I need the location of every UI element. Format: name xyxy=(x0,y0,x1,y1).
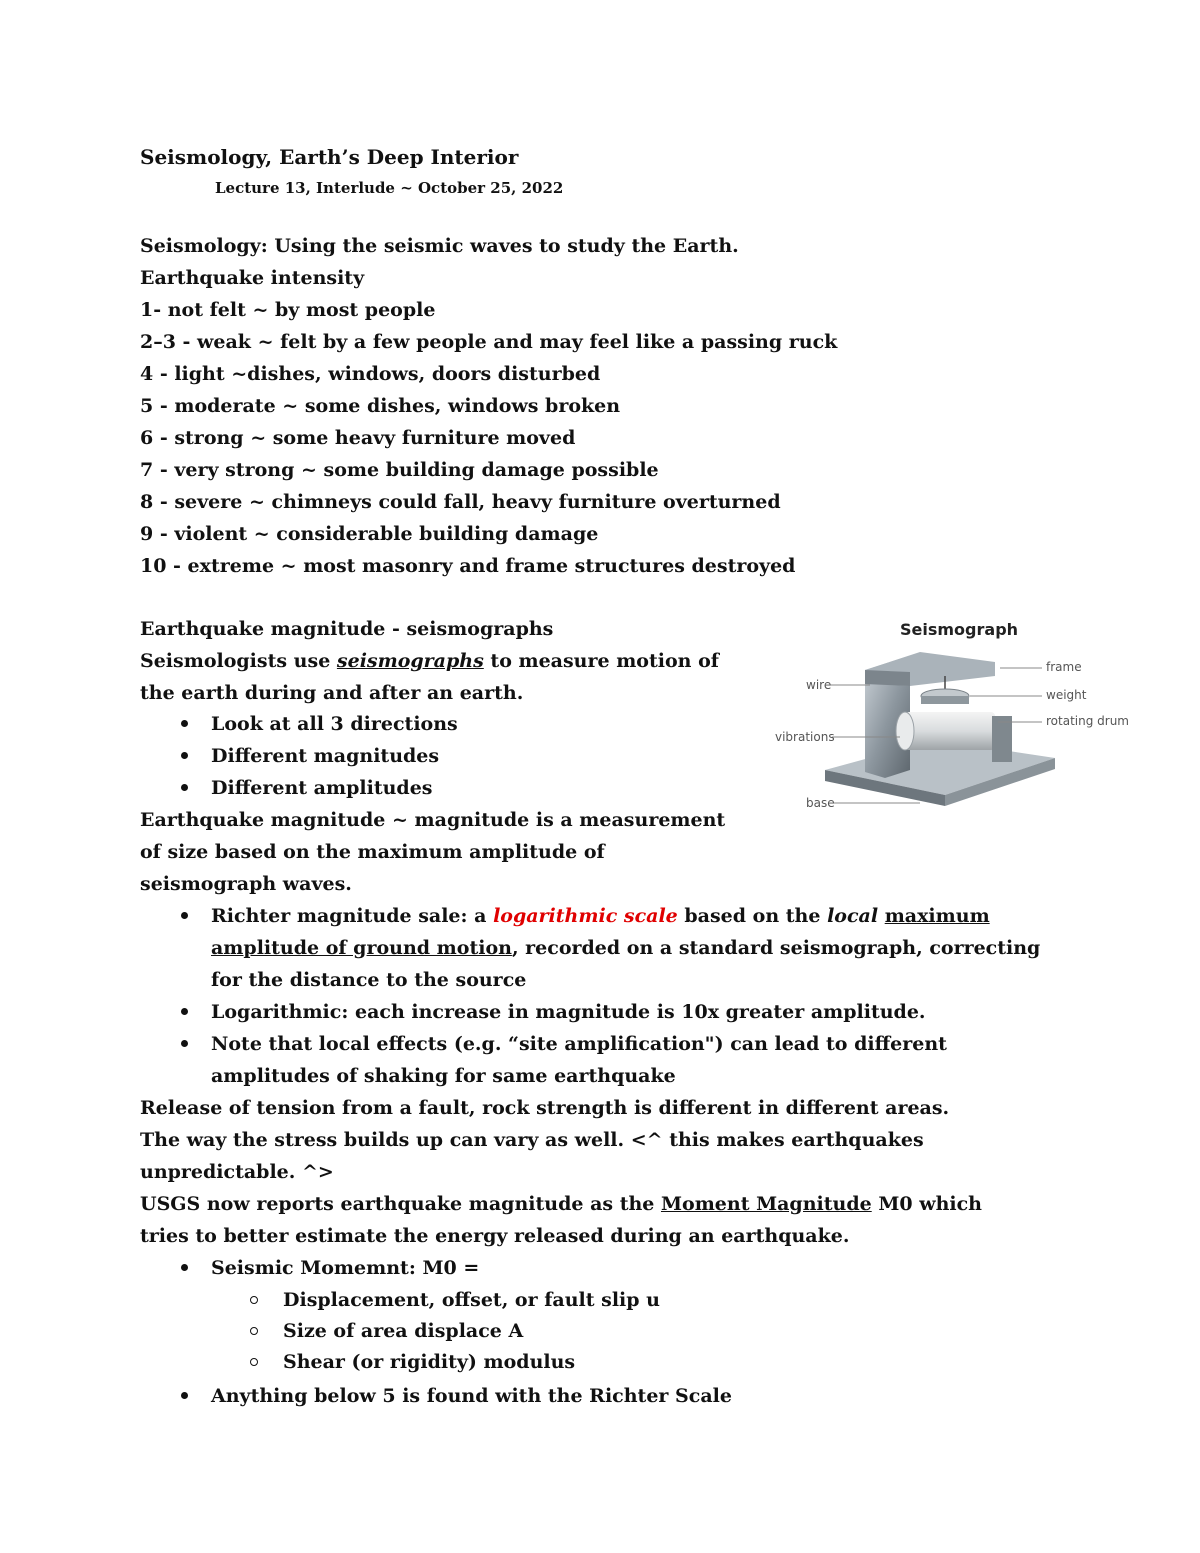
sub-bullet-circle xyxy=(250,1327,258,1335)
seismology-definition: Seismology: Using the seismic waves to study the Earth. xyxy=(140,235,739,257)
bullet-item: Look at all 3 directions xyxy=(211,713,458,735)
document-subtitle: Lecture 13, Interlude ~ October 25, 2022 xyxy=(215,179,564,197)
frame-arm-edge xyxy=(865,670,910,686)
intensity-item: 2–3 - weak ~ felt by a few people and may feel like a passing ruck xyxy=(140,331,838,353)
seismographs-term: seismographs xyxy=(336,650,484,672)
m0-term: M0 xyxy=(871,1193,913,1215)
text-segment: Seismologists use xyxy=(140,650,337,672)
bullet-dot xyxy=(181,1040,188,1047)
text-segment: , recorded on a standard seismograph, correcting xyxy=(511,937,1041,959)
release-text-line2: The way the stress builds up can vary as well. <^ this makes earthquakes xyxy=(140,1129,924,1151)
sub-bullet-item: Shear (or rigidity) modulus xyxy=(283,1351,576,1373)
text-segment: Earthquake magnitude ~ xyxy=(140,809,415,831)
intensity-item: 10 - extreme ~ most masonry and frame structures destroyed xyxy=(140,555,796,577)
text-segment: which xyxy=(912,1193,982,1215)
seismograph-paragraph xyxy=(140,645,719,677)
intensity-item: 4 - light ~dishes, windows, doors disturbed xyxy=(140,363,601,385)
drum-support xyxy=(992,716,1012,762)
ground-motion-term: amplitude of ground motion xyxy=(211,937,512,959)
release-text-line3: unpredictable. ^> xyxy=(140,1161,334,1183)
seismograph-paragraph-line2: the earth during and after an earth. xyxy=(140,682,524,704)
text-segment: now reports earthquake magnitude as the xyxy=(200,1193,661,1215)
vibrations-label: vibrations xyxy=(775,730,835,744)
magnitude-definition-line3: seismograph waves. xyxy=(140,873,352,895)
magnitude-definition-line2: of size based on the maximum amplitude of xyxy=(140,841,605,863)
text-segment: is a measurement xyxy=(529,809,726,831)
sub-bullet-circle xyxy=(250,1296,258,1304)
note-bullet-line2: amplitudes of shaking for same earthquake xyxy=(211,1065,676,1087)
release-text: Release of tension from a fault, rock strength is different in different areas. xyxy=(140,1097,950,1119)
moment-bullet: Seismic Momemnt: M0 = xyxy=(211,1257,480,1279)
text-segment: to measure motion of xyxy=(483,650,719,672)
richter-scale-bullet: Anything below 5 is found with the Richter Scale xyxy=(211,1385,732,1407)
usgs-text-line2: tries to better estimate the energy released during an earthquake. xyxy=(140,1225,850,1247)
bullet-item: Different amplitudes xyxy=(211,777,433,799)
intensity-item: 5 - moderate ~ some dishes, windows broken xyxy=(140,395,621,417)
text-segment: each increase in magnitude is 10x greater amplitude. xyxy=(348,1001,926,1023)
document-title: Seismology, Earth’s Deep Interior xyxy=(140,145,519,169)
richter-bullet xyxy=(211,900,990,932)
moment-magnitude-term: Moment Magnitude xyxy=(660,1193,872,1215)
bullet-dot xyxy=(181,1392,188,1399)
local-term: local xyxy=(827,905,879,927)
logarithmic-bullet xyxy=(211,996,926,1028)
richter-bullet-line2 xyxy=(211,932,1040,964)
intensity-item: 9 - violent ~ considerable building damage xyxy=(140,523,599,545)
usgs-term: USGS xyxy=(140,1193,201,1215)
text-segment: Richter magnitude sale: a xyxy=(211,905,494,927)
base-label: base xyxy=(806,796,835,810)
sub-bullet-circle xyxy=(250,1358,258,1366)
usgs-text xyxy=(140,1188,982,1220)
rotating-drum-label: rotating drum xyxy=(1046,714,1129,728)
figure-title: Seismograph xyxy=(900,620,1019,639)
bullet-dot xyxy=(181,720,188,727)
bullet-dot xyxy=(181,912,188,919)
bullet-dot xyxy=(181,1264,188,1271)
intensity-item: 6 - strong ~ some heavy furniture moved xyxy=(140,427,576,449)
wire-label: wire xyxy=(806,678,832,692)
intensity-item: 7 - very strong ~ some building damage possible xyxy=(140,459,659,481)
text-segment xyxy=(878,905,885,927)
text-segment: based on the xyxy=(677,905,828,927)
richter-bullet-line3: for the distance to the source xyxy=(211,969,527,991)
magnitude-term: magnitude xyxy=(414,809,530,831)
note-bullet: Note that local effects (e.g. “site amplification") can lead to different xyxy=(211,1033,947,1055)
weight-label: weight xyxy=(1046,688,1087,702)
intensity-item: 1- not felt ~ by most people xyxy=(140,299,436,321)
bullet-dot xyxy=(181,784,188,791)
intensity-item: 8 - severe ~ chimneys could fall, heavy furniture overturned xyxy=(140,491,781,513)
logarithmic-scale-term: logarithmic scale xyxy=(493,905,678,927)
rotating-drum xyxy=(905,712,995,750)
weight-side xyxy=(921,696,969,704)
intensity-heading: Earthquake intensity xyxy=(140,267,365,289)
maximum-term: maximum xyxy=(884,905,990,927)
logarithmic-term: Logarithmic: xyxy=(211,1001,349,1023)
sub-bullet-item: Displacement, offset, or fault slip u xyxy=(283,1289,660,1311)
bullet-dot xyxy=(181,752,188,759)
bullet-dot xyxy=(181,1008,188,1015)
frame-label: frame xyxy=(1046,660,1082,674)
bullet-item: Different magnitudes xyxy=(211,745,440,767)
magnitude-heading: Earthquake magnitude - seismographs xyxy=(140,618,554,640)
magnitude-definition xyxy=(140,804,725,836)
drum-end xyxy=(896,712,914,750)
sub-bullet-item: Size of area displace A xyxy=(283,1320,524,1342)
